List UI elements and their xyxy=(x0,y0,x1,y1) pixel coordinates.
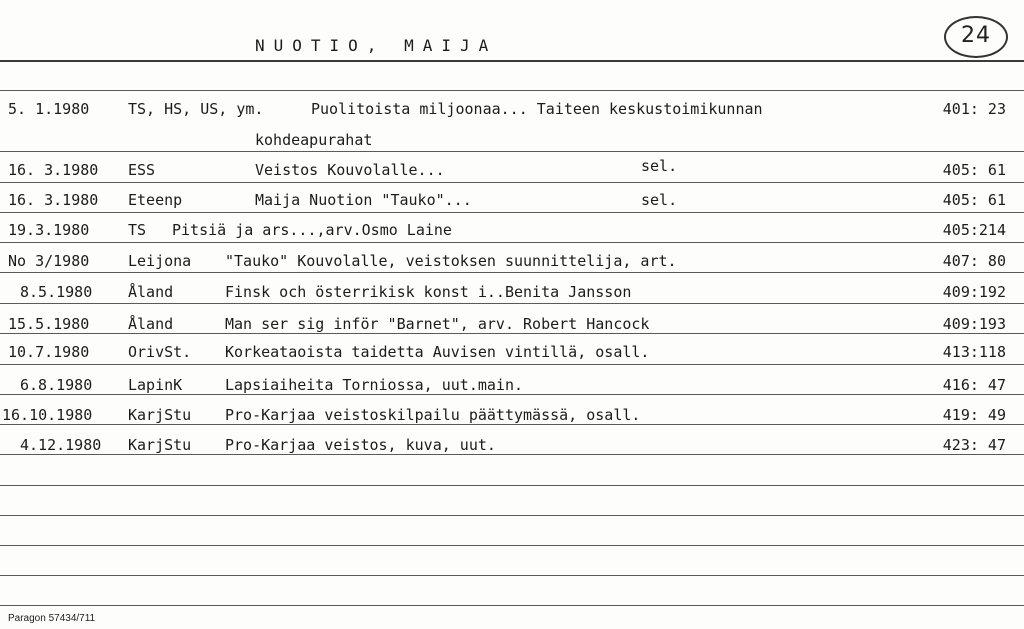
entry-headline: Pitsiä ja ars...,arv.Osmo Laine xyxy=(172,221,452,239)
entry-reference: 413:118 xyxy=(942,343,1006,361)
entry-reference: 407: 80 xyxy=(942,252,1006,270)
entry-reference: 409:193 xyxy=(942,315,1006,333)
entry-source: TS xyxy=(128,221,147,239)
rule-line xyxy=(0,515,1024,516)
entry-headline: "Tauko" Kouvolalle, veistoksen suunnittelija, art. xyxy=(225,252,677,270)
entry-reference: 405: 61 xyxy=(942,161,1006,179)
entry-headline: Pro-Karjaa veistos, kuva, uut. xyxy=(225,436,496,454)
entry-reference: 405:214 xyxy=(942,221,1006,239)
rule-line xyxy=(0,151,1024,152)
entry-date: 16. 3.1980 xyxy=(8,191,99,209)
entry-source: KarjStu xyxy=(128,406,192,424)
rule-line xyxy=(0,485,1024,486)
entry-row xyxy=(0,191,1024,213)
entry-headline: Maija Nuotion "Tauko"... xyxy=(255,191,472,209)
entry-reference: 401: 23 xyxy=(942,100,1006,118)
entry-source: Åland xyxy=(128,283,174,301)
entry-date: 8.5.1980 xyxy=(20,283,93,301)
entry-row xyxy=(0,283,1024,305)
rule-line xyxy=(0,605,1024,606)
entry-row xyxy=(0,221,1024,243)
entry-date: 16.10.1980 xyxy=(2,406,93,424)
rule-line xyxy=(0,575,1024,576)
entry-source: TS, HS, US, ym. xyxy=(128,100,264,118)
entry-reference: 419: 49 xyxy=(942,406,1006,424)
entry-source: OrivSt. xyxy=(128,343,192,361)
entry-headline: Lapsiaiheita Torniossa, uut.main. xyxy=(225,376,524,394)
entry-date: 10.7.1980 xyxy=(8,343,90,361)
entry-row xyxy=(0,100,1024,122)
entry-date: 16. 3.1980 xyxy=(8,161,99,179)
entry-reference: 416: 47 xyxy=(942,376,1006,394)
entry-date: 5. 1.1980 xyxy=(8,100,90,118)
entry-headline: Puolitoista miljoonaa... Taiteen keskustoimikunnan xyxy=(311,100,763,118)
entry-headline: Veistos Kouvolalle... xyxy=(255,161,445,179)
card-title: NUOTIO, MAIJA xyxy=(255,36,498,55)
entry-date: 4.12.1980 xyxy=(20,436,102,454)
entry-row xyxy=(0,406,1024,428)
entry-source: KarjStu xyxy=(128,436,192,454)
entry-reference: 405: 61 xyxy=(942,191,1006,209)
entry-headline: Pro-Karjaa veistoskilpailu päättymässä, osall. xyxy=(225,406,641,424)
entry-continuation: kohdeapurahat xyxy=(255,131,373,149)
card-number: 24 xyxy=(944,16,1008,58)
entry-row xyxy=(0,157,1024,183)
entry-source: Åland xyxy=(128,315,174,333)
entry-source: Leijona xyxy=(128,252,192,270)
header-rule xyxy=(0,60,1024,62)
entry-note: sel. xyxy=(641,157,678,175)
entry-reference: 409:192 xyxy=(942,283,1006,301)
entry-reference: 423: 47 xyxy=(942,436,1006,454)
entry-source: Eteenp xyxy=(128,191,183,209)
printer-imprint: Paragon 57434/711 xyxy=(8,613,96,624)
entry-date: 19.3.1980 xyxy=(8,221,90,239)
entry-date: 15.5.1980 xyxy=(8,315,90,333)
entry-source: LapinK xyxy=(128,376,183,394)
entry-row xyxy=(0,436,1024,458)
entry-date: No 3/1980 xyxy=(8,252,90,270)
entry-note: sel. xyxy=(641,191,678,209)
entry-row xyxy=(0,343,1024,365)
rule-line xyxy=(0,545,1024,546)
entry-headline: Korkeataoista taidetta Auvisen vintillä, osall. xyxy=(225,343,650,361)
entry-date: 6.8.1980 xyxy=(20,376,93,394)
entry-source: ESS xyxy=(128,161,156,179)
rule-line xyxy=(0,90,1024,91)
entry-row xyxy=(0,315,1024,337)
entry-row xyxy=(0,376,1024,398)
entry-headline: Man ser sig inför "Barnet", arv. Robert Hancock xyxy=(225,315,650,333)
entry-headline: Finsk och österrikisk konst i..Benita Jansson xyxy=(225,283,632,301)
entry-row xyxy=(0,252,1024,274)
